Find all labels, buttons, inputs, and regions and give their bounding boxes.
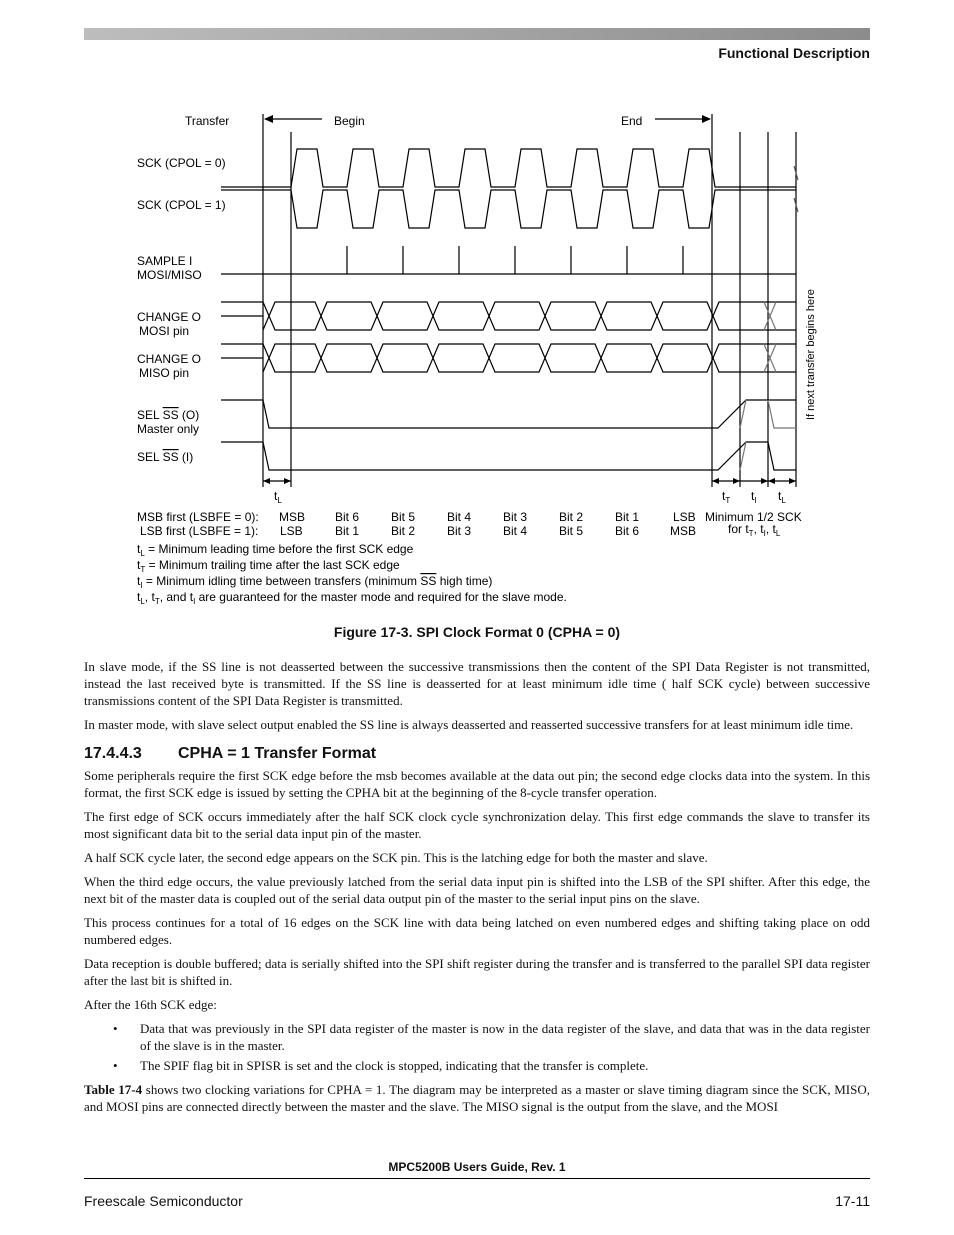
bullet-list: [84, 1020, 870, 1074]
heading-text: CPHA = 1 Transfer Format: [178, 745, 377, 762]
paragraph: When the third edge occurs, the value previously latched from the serial data input pin is shifted into the LSB of the SPI shifter. After this edge, the next bit of the master data is coupled out of the serial data output pin of the master to the serial input pins on the slave.: [84, 874, 870, 906]
msb-first-label: MSB first (LSBFE = 0):: [137, 510, 259, 524]
paragraph: In slave mode, if the SS line is not deasserted between the successive transmissions then the content of the SPI Data Register is not transmitted, instead the last received byte is transmitted. If the SS line is deasserted for at least minimum idle time ( half SCK cycle) between successive transmissions content of the SPI Data Register is transmitted.: [84, 659, 870, 708]
msb-bit-1: Bit 6: [335, 510, 360, 524]
list-item: • The SPIF flag bit in SPISR is set and the clock is stopped, indicating that the transfer is complete.: [113, 1058, 649, 1073]
transfer-label: Transfer: [185, 114, 230, 128]
lsb-bit-1: Bit 1: [335, 524, 360, 538]
paragraph: Some peripherals require the first SCK edge before the msb becomes available at the data out pin; the second edge clocks data into the system. In this format, the first SCK edge is issued by setting the CPHA bit at the beginning of the 8-cycle transfer operation.: [84, 768, 870, 800]
paragraph: In master mode, with slave select output enabled the SS line is always deasserted and reasserted successive transfers for at least minimum idle time.: [84, 717, 854, 732]
msb-bit-7: LSB: [673, 510, 696, 524]
page-number: 17-11: [835, 1193, 870, 1209]
msb-bit-2: Bit 5: [391, 510, 416, 524]
footer-doc-title: MPC5200B Users Guide, Rev. 1: [388, 1160, 566, 1174]
lsb-bit-4: Bit 4: [503, 524, 528, 538]
paragraph: A half SCK cycle later, the second edge appears on the SCK pin. This is the latching edge for both the master and slave.: [84, 850, 708, 865]
tt-mark: $t_T$: [722, 489, 731, 505]
msb-bit-6: Bit 1: [615, 510, 640, 524]
next-transfer-note: If next transfer begins here: [805, 289, 817, 420]
paragraph: Table 17-4 shows two clocking variations for CPHA = 1. The diagram may be interpreted as a master or slave timing diagram since the SCK, MISO, and MOSI pins are connected directly between the master and the slave. The MISO signal is the output from the slave, and the MOSI: [84, 1082, 871, 1114]
sel-o-label-2: Master only: [137, 422, 200, 436]
end-label: End: [621, 114, 643, 128]
ss-overbar: SS: [162, 408, 179, 422]
lsb-first-label: LSB first (LSBFE = 1):: [140, 524, 259, 538]
paragraph: Data reception is double buffered; data is serially shifted into the SPI shift register during the transfer and is transferred to the parallel SPI data register after the last bit is shifted in.: [84, 956, 870, 988]
lsb-bit-5: Bit 5: [559, 524, 584, 538]
lsb-bit-2: Bit 2: [391, 524, 416, 538]
legend-tl: $t_L$ = Minimum leading time before the first SCK edge: [137, 542, 414, 558]
heading-number: 17.4.4.3: [84, 745, 142, 762]
sck-cpol1-label: SCK (CPOL = 1): [137, 198, 226, 212]
tl2-mark: $t_L$: [778, 489, 786, 505]
min-half-for: for $t_T$, $t_I$, $t_L$: [728, 522, 781, 538]
msb-bit-4: Bit 3: [503, 510, 528, 524]
legend-tt: $t_T$ = Minimum trailing time after the last SCK edge: [137, 558, 400, 574]
sel-o-label: SEL SS (O): [137, 408, 200, 422]
lsb-bit-3: Bit 3: [447, 524, 472, 538]
bullet-icon: •: [113, 1058, 118, 1073]
body-text: [84, 658, 870, 1122]
lsb-bit-0: LSB: [280, 524, 303, 538]
lsb-bit-6: Bit 6: [615, 524, 640, 538]
footer-divider: [84, 1178, 870, 1179]
sck-cpol0-label: SCK (CPOL = 0): [137, 156, 226, 170]
figure-caption: Figure 17-3. SPI Clock Format 0 (CPHA = 0): [333, 624, 621, 640]
section-heading: [84, 745, 870, 762]
mosi-label: CHANGE O: [137, 310, 202, 324]
legend-ti: $t_I$ = Minimum idling time between transfers (minimum SS high time): [137, 574, 493, 590]
miso-label: CHANGE O: [137, 352, 202, 366]
list-item: • Data that was previously in the SPI data register of the master is now in the data register of the slave, and data that was in the data register of the slave is in the master.: [113, 1021, 870, 1053]
miso-label-2: MISO pin: [139, 366, 190, 380]
msb-bit-3: Bit 4: [447, 510, 472, 524]
section-title: Functional Description: [718, 45, 870, 61]
paragraph: After the 16th SCK edge:: [84, 997, 217, 1012]
paragraph: This process continues for a total of 16 edges on the SCK line with data being latched on even numbered edges and shifting taking place on odd numbered edges.: [84, 915, 870, 947]
msb-bit-0: MSB: [279, 510, 306, 524]
ti-mark: $t_I$: [751, 489, 757, 505]
paragraph: The first edge of SCK occurs immediately after the half SCK clock cycle synchronization delay. This first edge commands the slave to transfer its most significant data bit to the serial data input pin of the master.: [84, 809, 870, 841]
mosi-label-2: MOSI pin: [139, 324, 190, 338]
sample-label: SAMPLE I: [137, 254, 193, 268]
table-reference-link[interactable]: Table 17-4: [84, 1082, 143, 1097]
min-half-sck: Minimum 1/2 SCK: [705, 510, 802, 524]
lsb-bit-7: MSB: [670, 524, 697, 538]
msb-bit-5: Bit 2: [559, 510, 584, 524]
sample-label-2: MOSI/MISO: [137, 268, 202, 282]
begin-label: Begin: [334, 114, 365, 128]
bullet-icon: •: [113, 1021, 118, 1036]
footer-company: Freescale Semiconductor: [84, 1193, 243, 1209]
tl-mark: $t_L$: [274, 489, 282, 505]
legend-guarantee: $t_L$, $t_T$, and $t_I$ are guaranteed for the master mode and required for the slave mode.: [137, 590, 567, 606]
sel-i-label: SEL SS (I): [137, 450, 194, 464]
